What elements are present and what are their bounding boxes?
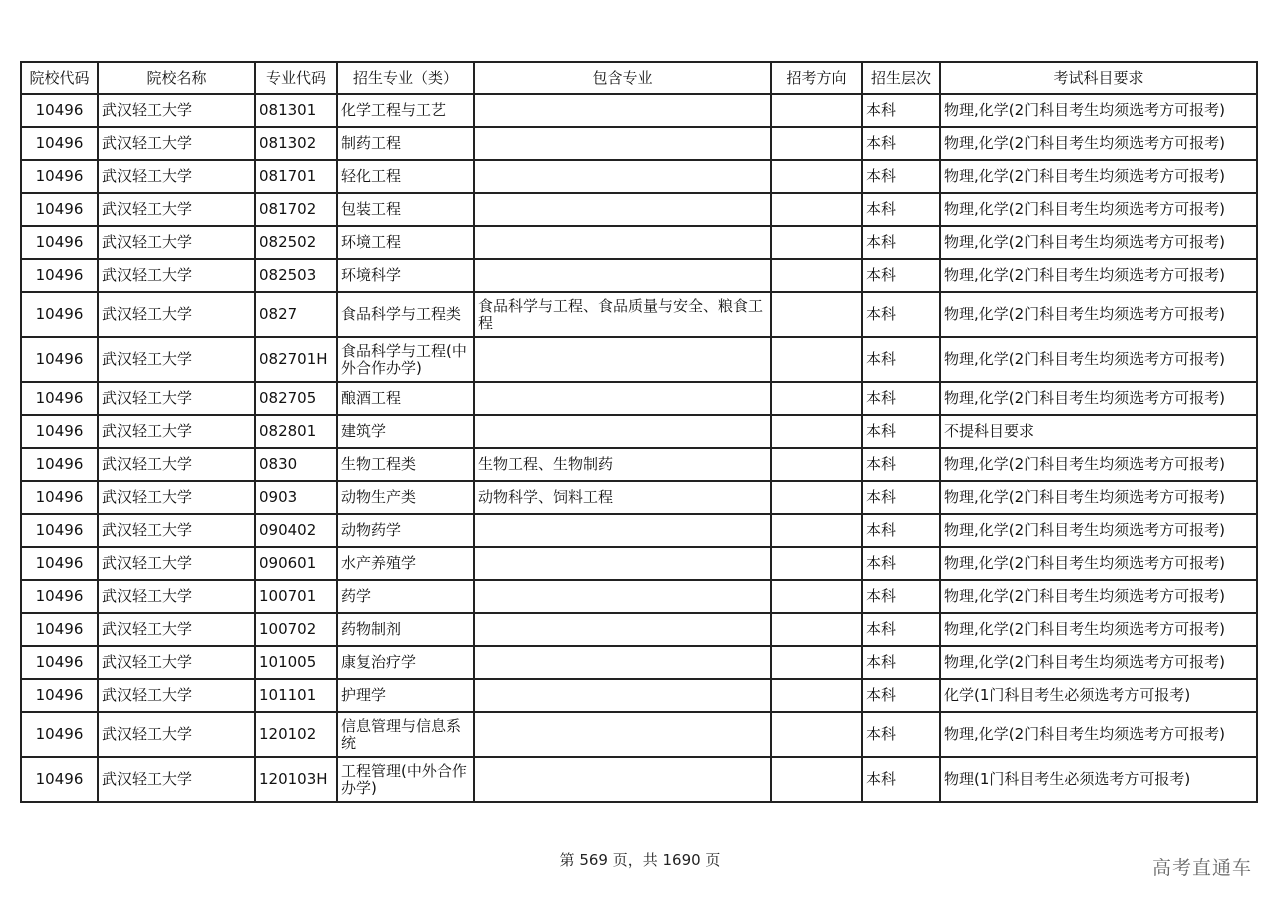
admission-table: [20, 61, 1258, 803]
requirement-cell: 物理,化学(2门科目考生均须选考方可报考): [940, 337, 1257, 382]
school-code-cell: 10496: [21, 514, 98, 547]
major-code-cell: 081301: [255, 94, 337, 127]
included-majors-cell: 生物工程、生物制药: [474, 448, 771, 481]
major-name-cell: 动物生产类: [337, 481, 474, 514]
major-name-cell: 工程管理(中外合作办学): [337, 757, 474, 802]
header-school-code: 院校代码: [21, 62, 98, 94]
direction-cell: [771, 226, 862, 259]
table-row: [21, 94, 1257, 127]
school-code-cell: 10496: [21, 580, 98, 613]
requirement-cell: 物理,化学(2门科目考生均须选考方可报考): [940, 481, 1257, 514]
school-name-cell: 武汉轻工大学: [98, 382, 255, 415]
included-majors-cell: [474, 613, 771, 646]
header-direction: 招考方向: [771, 62, 862, 94]
school-name-cell: 武汉轻工大学: [98, 514, 255, 547]
direction-cell: [771, 613, 862, 646]
header-included-majors: 包含专业: [474, 62, 771, 94]
major-name-cell: 酿酒工程: [337, 382, 474, 415]
school-code-cell: 10496: [21, 382, 98, 415]
included-majors-cell: [474, 679, 771, 712]
school-name-cell: 武汉轻工大学: [98, 193, 255, 226]
major-name-cell: 建筑学: [337, 415, 474, 448]
requirement-cell: 物理,化学(2门科目考生均须选考方可报考): [940, 613, 1257, 646]
requirement-cell: 物理,化学(2门科目考生均须选考方可报考): [940, 712, 1257, 757]
direction-cell: [771, 259, 862, 292]
major-name-cell: 食品科学与工程(中外合作办学): [337, 337, 474, 382]
direction-cell: [771, 448, 862, 481]
table-row: [21, 382, 1257, 415]
major-code-cell: 0827: [255, 292, 337, 337]
major-name-cell: 环境工程: [337, 226, 474, 259]
header-requirement: 考试科目要求: [940, 62, 1257, 94]
level-cell: 本科: [862, 259, 940, 292]
direction-cell: [771, 646, 862, 679]
requirement-cell: 化学(1门科目考生必须选考方可报考): [940, 679, 1257, 712]
school-code-cell: 10496: [21, 127, 98, 160]
included-majors-cell: [474, 712, 771, 757]
school-code-cell: 10496: [21, 481, 98, 514]
school-code-cell: 10496: [21, 415, 98, 448]
included-majors-cell: 食品科学与工程、食品质量与安全、粮食工程: [474, 292, 771, 337]
requirement-cell: 物理,化学(2门科目考生均须选考方可报考): [940, 94, 1257, 127]
school-name-cell: 武汉轻工大学: [98, 226, 255, 259]
watermark-logo-text: 高考直通车: [1151, 857, 1252, 879]
major-code-cell: 082705: [255, 382, 337, 415]
school-name-cell: 武汉轻工大学: [98, 415, 255, 448]
requirement-cell: 物理,化学(2门科目考生均须选考方可报考): [940, 226, 1257, 259]
school-name-cell: 武汉轻工大学: [98, 481, 255, 514]
table-row: [21, 646, 1257, 679]
major-name-cell: 信息管理与信息系统: [337, 712, 474, 757]
school-name-cell: 武汉轻工大学: [98, 292, 255, 337]
level-cell: 本科: [862, 757, 940, 802]
school-code-cell: 10496: [21, 646, 98, 679]
major-name-cell: 动物药学: [337, 514, 474, 547]
table-row: [21, 337, 1257, 382]
direction-cell: [771, 712, 862, 757]
requirement-cell: 物理(1门科目考生必须选考方可报考): [940, 757, 1257, 802]
major-code-cell: 081701: [255, 160, 337, 193]
major-code-cell: 082502: [255, 226, 337, 259]
table-row: [21, 448, 1257, 481]
requirement-cell: 物理,化学(2门科目考生均须选考方可报考): [940, 514, 1257, 547]
school-name-cell: 武汉轻工大学: [98, 547, 255, 580]
school-name-cell: 武汉轻工大学: [98, 580, 255, 613]
school-code-cell: 10496: [21, 193, 98, 226]
major-code-cell: 101005: [255, 646, 337, 679]
table-row: [21, 160, 1257, 193]
included-majors-cell: [474, 337, 771, 382]
direction-cell: [771, 160, 862, 193]
requirement-cell: 物理,化学(2门科目考生均须选考方可报考): [940, 127, 1257, 160]
major-code-cell: 100702: [255, 613, 337, 646]
level-cell: 本科: [862, 415, 940, 448]
included-majors-cell: [474, 94, 771, 127]
major-name-cell: 康复治疗学: [337, 646, 474, 679]
major-code-cell: 100701: [255, 580, 337, 613]
major-name-cell: 制药工程: [337, 127, 474, 160]
table-row: [21, 127, 1257, 160]
major-name-cell: 轻化工程: [337, 160, 474, 193]
major-code-cell: 082701H: [255, 337, 337, 382]
table-row: [21, 226, 1257, 259]
table-row: [21, 292, 1257, 337]
school-code-cell: 10496: [21, 448, 98, 481]
major-name-cell: 化学工程与工艺: [337, 94, 474, 127]
included-majors-cell: [474, 382, 771, 415]
header-school-name: 院校名称: [98, 62, 255, 94]
level-cell: 本科: [862, 226, 940, 259]
level-cell: 本科: [862, 94, 940, 127]
level-cell: 本科: [862, 646, 940, 679]
table-row: [21, 193, 1257, 226]
major-code-cell: 090402: [255, 514, 337, 547]
table-row: [21, 514, 1257, 547]
major-code-cell: 082503: [255, 259, 337, 292]
requirement-cell: 物理,化学(2门科目考生均须选考方可报考): [940, 259, 1257, 292]
major-code-cell: 0830: [255, 448, 337, 481]
level-cell: 本科: [862, 337, 940, 382]
major-name-cell: 水产养殖学: [337, 547, 474, 580]
major-code-cell: 101101: [255, 679, 337, 712]
major-name-cell: 药学: [337, 580, 474, 613]
table-row: [21, 259, 1257, 292]
level-cell: 本科: [862, 547, 940, 580]
table-row: [21, 757, 1257, 802]
school-name-cell: 武汉轻工大学: [98, 259, 255, 292]
table-row: [21, 415, 1257, 448]
school-code-cell: 10496: [21, 259, 98, 292]
major-code-cell: 081702: [255, 193, 337, 226]
included-majors-cell: [474, 547, 771, 580]
table-row: [21, 547, 1257, 580]
header-row: [21, 62, 1257, 94]
requirement-cell: 物理,化学(2门科目考生均须选考方可报考): [940, 382, 1257, 415]
table-row: [21, 481, 1257, 514]
requirement-cell: 不提科目要求: [940, 415, 1257, 448]
table-row: [21, 712, 1257, 757]
direction-cell: [771, 679, 862, 712]
included-majors-cell: [474, 160, 771, 193]
level-cell: 本科: [862, 160, 940, 193]
page-number: 第 569 页，共 1690 页: [559, 851, 721, 869]
direction-cell: [771, 757, 862, 802]
requirement-cell: 物理,化学(2门科目考生均须选考方可报考): [940, 160, 1257, 193]
major-name-cell: 护理学: [337, 679, 474, 712]
direction-cell: [771, 514, 862, 547]
included-majors-cell: [474, 514, 771, 547]
school-code-cell: 10496: [21, 679, 98, 712]
school-code-cell: 10496: [21, 94, 98, 127]
major-code-cell: 090601: [255, 547, 337, 580]
included-majors-cell: [474, 259, 771, 292]
major-code-cell: 120103H: [255, 757, 337, 802]
requirement-cell: 物理,化学(2门科目考生均须选考方可报考): [940, 448, 1257, 481]
school-name-cell: 武汉轻工大学: [98, 94, 255, 127]
school-code-cell: 10496: [21, 337, 98, 382]
school-name-cell: 武汉轻工大学: [98, 127, 255, 160]
major-code-cell: 0903: [255, 481, 337, 514]
level-cell: 本科: [862, 613, 940, 646]
included-majors-cell: 动物科学、饲料工程: [474, 481, 771, 514]
header-level: 招生层次: [862, 62, 940, 94]
included-majors-cell: [474, 415, 771, 448]
school-name-cell: 武汉轻工大学: [98, 448, 255, 481]
school-code-cell: 10496: [21, 547, 98, 580]
table-row: [21, 613, 1257, 646]
school-name-cell: 武汉轻工大学: [98, 160, 255, 193]
direction-cell: [771, 547, 862, 580]
included-majors-cell: [474, 646, 771, 679]
school-code-cell: 10496: [21, 292, 98, 337]
major-name-cell: 药物制剂: [337, 613, 474, 646]
header-major-code: 专业代码: [255, 62, 337, 94]
level-cell: 本科: [862, 193, 940, 226]
school-code-cell: 10496: [21, 712, 98, 757]
included-majors-cell: [474, 127, 771, 160]
school-code-cell: 10496: [21, 226, 98, 259]
table-row: [21, 679, 1257, 712]
major-name-cell: 食品科学与工程类: [337, 292, 474, 337]
table-row: [21, 580, 1257, 613]
level-cell: 本科: [862, 580, 940, 613]
school-name-cell: 武汉轻工大学: [98, 757, 255, 802]
requirement-cell: 物理,化学(2门科目考生均须选考方可报考): [940, 646, 1257, 679]
major-name-cell: 包装工程: [337, 193, 474, 226]
included-majors-cell: [474, 226, 771, 259]
major-name-cell: 环境科学: [337, 259, 474, 292]
level-cell: 本科: [862, 481, 940, 514]
direction-cell: [771, 481, 862, 514]
included-majors-cell: [474, 580, 771, 613]
included-majors-cell: [474, 757, 771, 802]
requirement-cell: 物理,化学(2门科目考生均须选考方可报考): [940, 580, 1257, 613]
direction-cell: [771, 94, 862, 127]
direction-cell: [771, 580, 862, 613]
school-name-cell: 武汉轻工大学: [98, 712, 255, 757]
level-cell: 本科: [862, 448, 940, 481]
direction-cell: [771, 382, 862, 415]
school-code-cell: 10496: [21, 757, 98, 802]
major-code-cell: 081302: [255, 127, 337, 160]
level-cell: 本科: [862, 292, 940, 337]
school-code-cell: 10496: [21, 613, 98, 646]
major-code-cell: 082801: [255, 415, 337, 448]
level-cell: 本科: [862, 514, 940, 547]
school-name-cell: 武汉轻工大学: [98, 679, 255, 712]
school-code-cell: 10496: [21, 160, 98, 193]
major-name-cell: 生物工程类: [337, 448, 474, 481]
requirement-cell: 物理,化学(2门科目考生均须选考方可报考): [940, 193, 1257, 226]
direction-cell: [771, 292, 862, 337]
school-name-cell: 武汉轻工大学: [98, 337, 255, 382]
school-name-cell: 武汉轻工大学: [98, 646, 255, 679]
level-cell: 本科: [862, 382, 940, 415]
direction-cell: [771, 415, 862, 448]
level-cell: 本科: [862, 712, 940, 757]
major-code-cell: 120102: [255, 712, 337, 757]
direction-cell: [771, 193, 862, 226]
school-name-cell: 武汉轻工大学: [98, 613, 255, 646]
level-cell: 本科: [862, 679, 940, 712]
header-major-name: 招生专业（类）: [337, 62, 474, 94]
included-majors-cell: [474, 193, 771, 226]
direction-cell: [771, 127, 862, 160]
requirement-cell: 物理,化学(2门科目考生均须选考方可报考): [940, 547, 1257, 580]
requirement-cell: 物理,化学(2门科目考生均须选考方可报考): [940, 292, 1257, 337]
direction-cell: [771, 337, 862, 382]
level-cell: 本科: [862, 127, 940, 160]
